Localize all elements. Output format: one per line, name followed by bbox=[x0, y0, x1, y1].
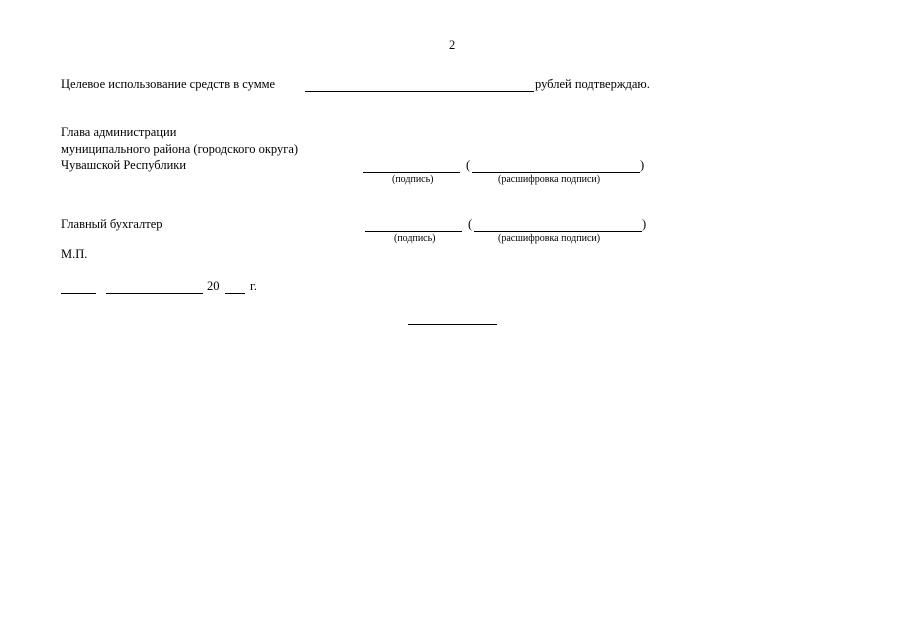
date-month-line bbox=[106, 293, 203, 294]
closing-separator bbox=[408, 324, 497, 325]
head-open-paren: ( bbox=[466, 158, 471, 172]
date-day-line bbox=[61, 293, 96, 294]
confirmation-prefix: Целевое использование средств в сумме bbox=[61, 77, 279, 91]
accountant-close-paren: ) bbox=[642, 217, 647, 231]
head-signature-caption: (подпись) bbox=[392, 174, 434, 185]
head-decoding-caption: (расшифровка подписи) bbox=[498, 174, 601, 185]
date-year-prefix: 20 bbox=[207, 279, 220, 293]
head-close-paren: ) bbox=[640, 158, 645, 172]
head-decoding-line bbox=[472, 172, 640, 173]
accountant-open-paren: ( bbox=[468, 217, 473, 231]
date-year-suffix: г. bbox=[250, 279, 257, 293]
accountant-signature-caption: (подпись) bbox=[394, 233, 436, 244]
accountant-signature-line bbox=[365, 231, 462, 232]
accountant-decoding-caption: (расшифровка подписи) bbox=[498, 233, 601, 244]
head-signature-line bbox=[363, 172, 460, 173]
stamp-mark: М.П. bbox=[61, 247, 88, 261]
accountant-title: Главный бухгалтер bbox=[61, 217, 163, 231]
head-title-line-1: Глава администрации bbox=[61, 125, 177, 139]
page-number: 2 bbox=[449, 38, 456, 52]
amount-blank-line bbox=[305, 91, 534, 92]
date-year-line bbox=[225, 293, 245, 294]
confirmation-suffix: рублей подтверждаю. bbox=[535, 77, 650, 91]
accountant-decoding-line bbox=[474, 231, 642, 232]
head-title-line-2: муниципального района (городского округа) bbox=[61, 142, 299, 156]
head-title-line-3: Чувашской Республики bbox=[61, 158, 187, 172]
